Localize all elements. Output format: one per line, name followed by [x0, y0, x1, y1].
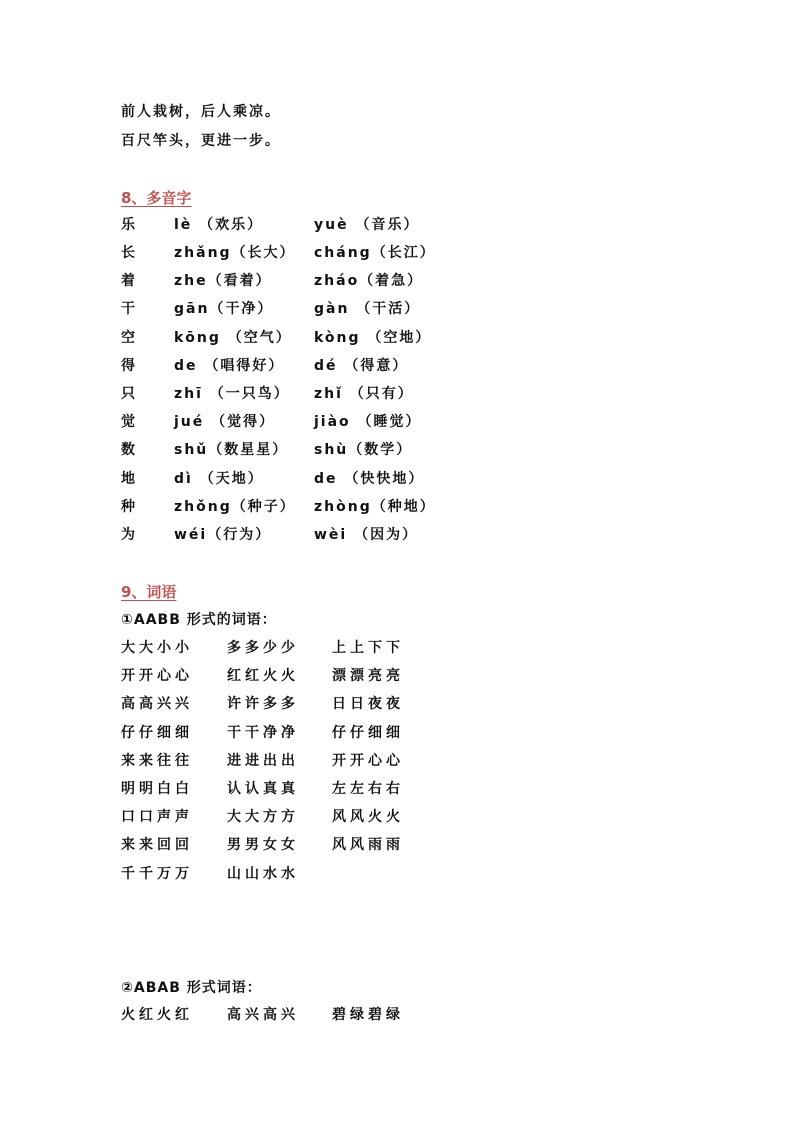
word-item: 漂漂亮亮: [332, 668, 404, 684]
reading-1: shǔ（数星星）: [174, 442, 289, 458]
word-item: 进进出出: [227, 753, 299, 769]
polyphone-char: 种: [121, 499, 137, 515]
reading-1: de （唱得好）: [174, 358, 285, 374]
word-item: 大大小小: [121, 640, 193, 656]
polyphone-char: 得: [121, 358, 137, 374]
polyphone-char: 地: [121, 471, 137, 487]
word-item: 风风火火: [332, 809, 404, 825]
word-item: 明明白白: [121, 781, 193, 797]
reading-2: dé （得意）: [314, 358, 409, 374]
word-item: 仔仔细细: [121, 725, 193, 741]
word-row: [0, 747, 800, 775]
word-item: 口口声声: [121, 809, 193, 825]
word-item: 高高兴兴: [121, 696, 193, 712]
aabb-subheading: ①AABB 形式的词语：: [121, 612, 277, 628]
section-9-heading: 9、词语: [121, 583, 177, 601]
word-item: 开开心心: [332, 753, 404, 769]
word-item: 多多少少: [227, 640, 299, 656]
word-item: 仔仔细细: [332, 725, 404, 741]
word-row: [0, 662, 800, 690]
polyphone-char: 乐: [121, 217, 137, 233]
reading-1: gān（干净）: [174, 301, 274, 317]
polyphone-char: 长: [121, 245, 137, 261]
word-row: [0, 775, 800, 803]
polyphone-row: [0, 211, 800, 239]
polyphone-char: 觉: [121, 414, 137, 430]
word-item: 千千万万: [121, 866, 193, 882]
reading-2: cháng（长江）: [314, 245, 436, 261]
word-item: 开开心心: [121, 668, 193, 684]
polyphone-row: [0, 352, 800, 380]
polyphone-row: [0, 436, 800, 464]
reading-2: yuè （音乐）: [314, 217, 420, 233]
word-row: [0, 803, 800, 831]
word-row: [0, 634, 800, 662]
reading-2: de （快快地）: [314, 471, 425, 487]
abab-subheading: ②ABAB 形式词语：: [121, 980, 262, 996]
reading-2: jiào （睡觉）: [314, 414, 422, 430]
polyphone-row: [0, 465, 800, 493]
word-item: 高兴高兴: [227, 1007, 299, 1023]
polyphone-row: [0, 267, 800, 295]
word-item: 日日夜夜: [332, 696, 404, 712]
reading-1: zhe（看着）: [174, 273, 272, 289]
polyphone-row: [0, 239, 800, 267]
reading-2: gàn （干活）: [314, 301, 421, 317]
reading-2: zháo（着急）: [314, 273, 424, 289]
reading-2: kòng （空地）: [314, 330, 432, 346]
word-item: 风风雨雨: [332, 837, 404, 853]
word-item: 碧绿碧绿: [332, 1007, 404, 1023]
reading-1: wéi（行为）: [174, 527, 272, 543]
word-item: 干干净净: [227, 725, 299, 741]
proverb-line: 百尺竿头，更进一步。: [121, 133, 281, 149]
word-row: [0, 860, 800, 888]
word-item: 来来回回: [121, 837, 193, 853]
word-item: 大大方方: [227, 809, 299, 825]
word-row: [0, 1001, 800, 1029]
reading-2: wèi （因为）: [314, 527, 419, 543]
word-item: 来来往往: [121, 753, 193, 769]
reading-1: zhǎng（长大）: [174, 245, 296, 261]
reading-1: jué （觉得）: [174, 414, 276, 430]
word-item: 认认真真: [227, 781, 299, 797]
polyphone-row: [0, 324, 800, 352]
word-item: 男男女女: [227, 837, 299, 853]
word-item: 上上下下: [332, 640, 404, 656]
word-row: [0, 719, 800, 747]
polyphone-char: 空: [121, 330, 137, 346]
reading-1: kōng （空气）: [174, 330, 292, 346]
reading-2: shù（数学）: [314, 442, 413, 458]
word-row: [0, 831, 800, 859]
polyphone-row: [0, 493, 800, 521]
polyphone-char: 干: [121, 301, 137, 317]
reading-1: zhī （一只鸟）: [174, 386, 290, 402]
reading-1: zhǒng（种子）: [174, 499, 296, 515]
word-item: 左左右右: [332, 781, 404, 797]
polyphone-char: 着: [121, 273, 137, 289]
polyphone-row: [0, 380, 800, 408]
word-row: [0, 690, 800, 718]
reading-2: zhǐ （只有）: [314, 386, 414, 402]
polyphone-char: 为: [121, 527, 137, 543]
proverb-line: 前人栽树，后人乘凉。: [121, 104, 281, 120]
polyphone-row: [0, 295, 800, 323]
polyphone-row: [0, 408, 800, 436]
reading-1: dì （天地）: [174, 471, 264, 487]
word-item: 山山水水: [227, 866, 299, 882]
polyphone-row: [0, 521, 800, 549]
polyphone-char: 只: [121, 386, 137, 402]
polyphone-char: 数: [121, 442, 137, 458]
reading-2: zhòng（种地）: [314, 499, 436, 515]
section-8-heading: 8、多音字: [121, 189, 192, 207]
word-item: 火红火红: [121, 1007, 193, 1023]
word-item: 红红火火: [227, 668, 299, 684]
reading-1: lè （欢乐）: [174, 217, 264, 233]
word-item: 许许多多: [227, 696, 299, 712]
